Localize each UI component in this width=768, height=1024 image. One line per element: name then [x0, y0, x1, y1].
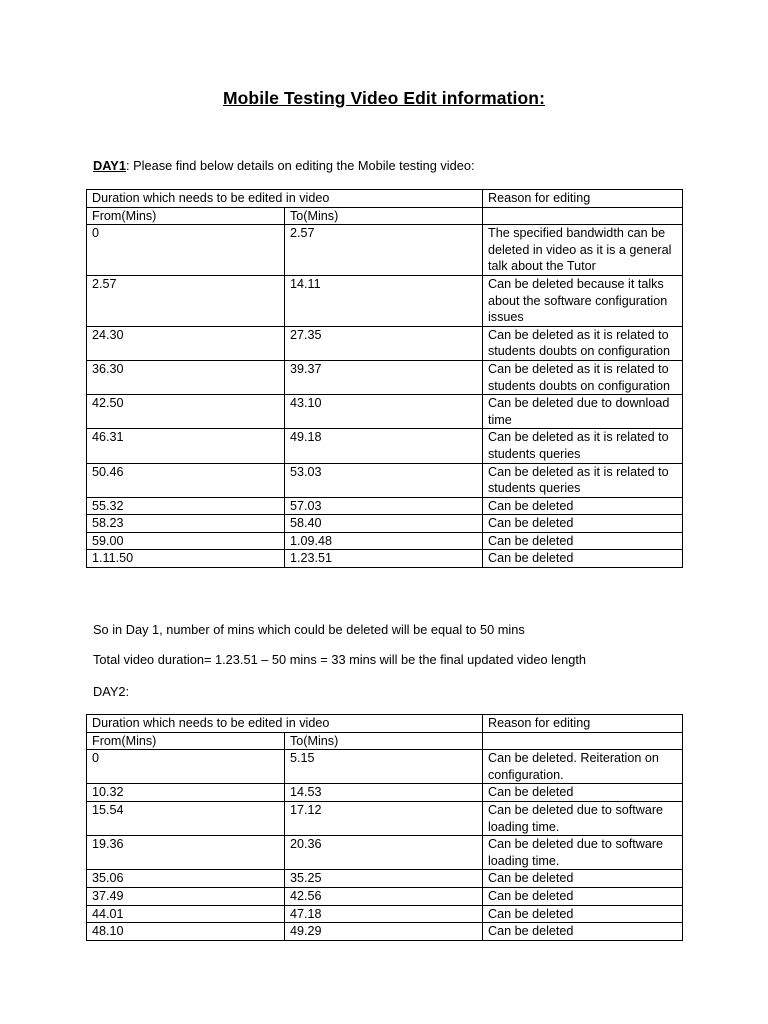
header-reason: Reason for editing [483, 715, 683, 733]
header-duration: Duration which needs to be edited in video [87, 190, 483, 208]
table-row [87, 801, 683, 835]
cell-from: 42.50 [87, 395, 285, 429]
table-row [87, 923, 683, 941]
cell-reason: Can be deleted as it is related to students queries [483, 429, 683, 463]
cell-reason: The specified bandwidth can be deleted in video as it is a general talk about the Tutor [483, 225, 683, 276]
cell-reason: Can be deleted [483, 497, 683, 515]
day2-label: DAY2: [93, 684, 130, 699]
table-row [87, 275, 683, 326]
table-row [87, 870, 683, 888]
cell-from: 46.31 [87, 429, 285, 463]
cell-from: 36.30 [87, 360, 285, 394]
cell-to: 42.56 [285, 887, 483, 905]
cell-to: 53.03 [285, 463, 483, 497]
cell-reason: Can be deleted. Reiteration on configuration. [483, 750, 683, 784]
cell-to: 49.29 [285, 923, 483, 941]
table-row [87, 429, 683, 463]
table-row [87, 497, 683, 515]
cell-from: 0 [87, 225, 285, 276]
cell-from: 10.32 [87, 784, 285, 802]
cell-to: 1.23.51 [285, 550, 483, 568]
header-reason: Reason for editing [483, 190, 683, 208]
table-subheader-row [87, 207, 683, 225]
table-row [87, 463, 683, 497]
day1-summary-mins: So in Day 1, number of mins which could be deleted will be equal to 50 mins [93, 622, 525, 637]
header-duration: Duration which needs to be edited in video [87, 715, 483, 733]
cell-to: 14.53 [285, 784, 483, 802]
cell-to: 2.57 [285, 225, 483, 276]
cell-from: 59.00 [87, 532, 285, 550]
table-subheader-row [87, 732, 683, 750]
cell-reason: Can be deleted [483, 784, 683, 802]
cell-reason: Can be deleted [483, 905, 683, 923]
cell-reason: Can be deleted [483, 550, 683, 568]
cell-from: 15.54 [87, 801, 285, 835]
table-row [87, 784, 683, 802]
cell-from: 24.30 [87, 326, 285, 360]
cell-reason: Can be deleted [483, 887, 683, 905]
cell-reason: Can be deleted because it talks about the software configuration issues [483, 275, 683, 326]
table-row [87, 750, 683, 784]
cell-to: 57.03 [285, 497, 483, 515]
cell-from: 48.10 [87, 923, 285, 941]
cell-from: 55.32 [87, 497, 285, 515]
table-row [87, 887, 683, 905]
day1-summary-total: Total video duration= 1.23.51 – 50 mins = 33 mins will be the final updated video length [93, 652, 587, 667]
cell-from: 37.49 [87, 887, 285, 905]
header-blank [483, 207, 683, 225]
table-row [87, 360, 683, 394]
cell-to: 35.25 [285, 870, 483, 888]
header-from: From(Mins) [87, 207, 285, 225]
cell-reason: Can be deleted [483, 923, 683, 941]
cell-to: 14.11 [285, 275, 483, 326]
header-to: To(Mins) [285, 207, 483, 225]
cell-from: 2.57 [87, 275, 285, 326]
table-row [87, 225, 683, 276]
cell-from: 44.01 [87, 905, 285, 923]
cell-to: 43.10 [285, 395, 483, 429]
cell-to: 1.09.48 [285, 532, 483, 550]
cell-reason: Can be deleted [483, 515, 683, 533]
cell-to: 20.36 [285, 836, 483, 870]
cell-to: 27.35 [285, 326, 483, 360]
table-row [87, 515, 683, 533]
cell-reason: Can be deleted as it is related to students queries [483, 463, 683, 497]
table-row [87, 550, 683, 568]
header-from: From(Mins) [87, 732, 285, 750]
cell-to: 5.15 [285, 750, 483, 784]
cell-to: 49.18 [285, 429, 483, 463]
page-title: Mobile Testing Video Edit information: [222, 88, 546, 108]
cell-to: 17.12 [285, 801, 483, 835]
cell-from: 58.23 [87, 515, 285, 533]
day1-intro-text: : Please find below details on editing the Mobile testing video: [125, 158, 475, 173]
cell-from: 19.36 [87, 836, 285, 870]
day2-edit-table [86, 714, 683, 941]
table-row [87, 532, 683, 550]
cell-from: 35.06 [87, 870, 285, 888]
cell-reason: Can be deleted as it is related to students doubts on configuration [483, 326, 683, 360]
day2-table-body [87, 715, 683, 941]
cell-reason: Can be deleted due to software loading time. [483, 801, 683, 835]
cell-to: 47.18 [285, 905, 483, 923]
day1-table-body [87, 190, 683, 568]
cell-from: 50.46 [87, 463, 285, 497]
cell-reason: Can be deleted [483, 870, 683, 888]
cell-reason: Can be deleted due to download time [483, 395, 683, 429]
header-blank [483, 732, 683, 750]
day1-intro [93, 158, 475, 173]
table-header-row [87, 715, 683, 733]
cell-from: 1.11.50 [87, 550, 285, 568]
cell-to: 39.37 [285, 360, 483, 394]
header-to: To(Mins) [285, 732, 483, 750]
cell-to: 58.40 [285, 515, 483, 533]
cell-reason: Can be deleted [483, 532, 683, 550]
day1-label: DAY1 [93, 158, 126, 173]
table-row [87, 326, 683, 360]
cell-from: 0 [87, 750, 285, 784]
cell-reason: Can be deleted due to software loading time. [483, 836, 683, 870]
day1-edit-table [86, 189, 683, 568]
cell-reason: Can be deleted as it is related to students doubts on configuration [483, 360, 683, 394]
table-header-row [87, 190, 683, 208]
table-row [87, 395, 683, 429]
table-row [87, 905, 683, 923]
table-row [87, 836, 683, 870]
